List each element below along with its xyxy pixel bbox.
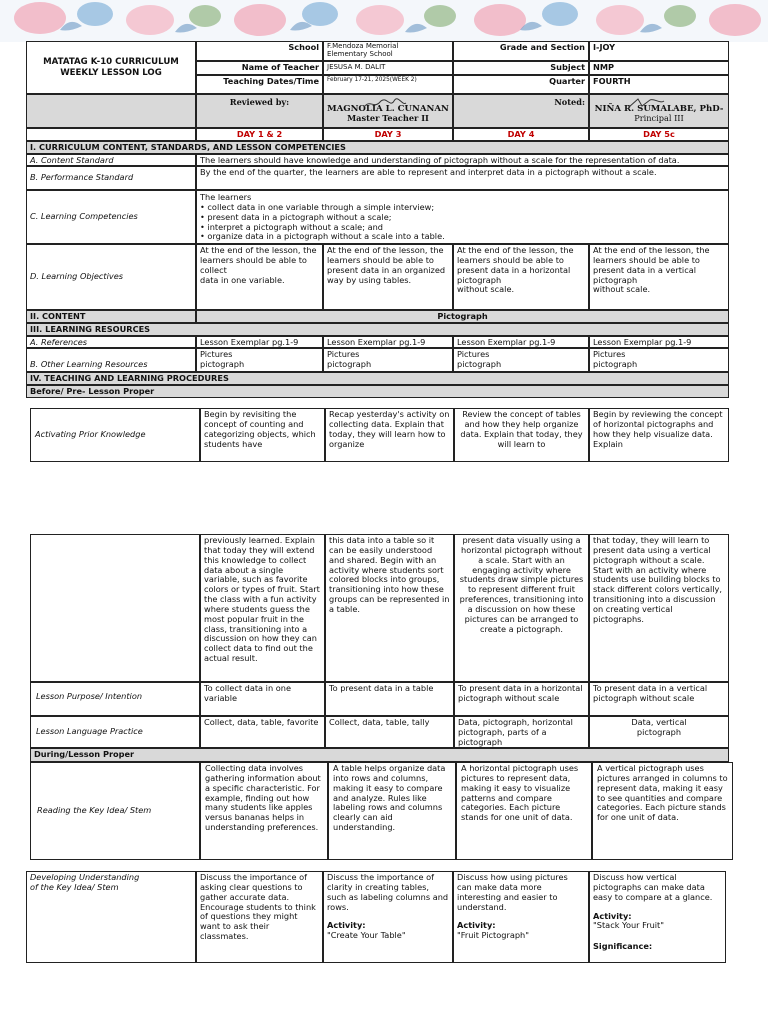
reviewer-title: Master Teacher II [347, 113, 429, 124]
content-value: Pictograph [196, 310, 729, 323]
during-lesson-header: During/Lesson Proper [30, 748, 729, 762]
noter-title: Principal III [634, 113, 684, 124]
noter-block [589, 94, 729, 128]
day-header-4: DAY 5c [589, 128, 729, 141]
before-lesson-header: Before/ Pre- Lesson Proper [26, 385, 729, 398]
other-resources-label: B. Other Learning Resources [26, 348, 196, 372]
objective-day-4: At the end of the lesson, the learners should be able to present data in a vertical pictograph without scale. [589, 244, 729, 310]
competencies-text: The learners • collect data in one variable through a simple interview; • present data in a pictograph without a scale; • interpret a pictograph without a scale; and • organize data in a pictograph without a scale into a table. [196, 190, 729, 244]
other-resource-day-3: Pictures pictograph [453, 348, 589, 372]
apk-bottom-day-4: that today, they will learn to present data using a vertical pictograph without a scale. Start with an activity where students use building blocks to stack different colors vertically, transitioning into a discussion on creating vertical pictographs. [589, 534, 729, 682]
school-label: School [196, 41, 323, 61]
key-idea-day-4: A vertical pictograph uses pictures arranged in columns to represent data, making it easy to see quantities and compare categories. Each picture stands for one unit of data. [592, 762, 733, 860]
dev-day-2-activity: "Create Your Table" [327, 930, 406, 941]
day-corner [26, 128, 196, 141]
grade-label: Grade and Section [453, 41, 589, 61]
apk-top-day-2: Recap yesterday's activity on collecting data. Explain that today, they will learn how to organize [325, 408, 454, 462]
dev-day-4-significance-label: Significance: [593, 941, 653, 952]
dev-day-2-activity-label: Activity: [327, 920, 366, 931]
dev-day-2 [323, 871, 453, 963]
section-procedures: IV. TEACHING AND LEARNING PROCEDURES [26, 372, 729, 385]
performance-standard-text: By the end of the quarter, the learners are able to represent and interpret data in a pictograph without a scale. [196, 166, 729, 190]
dates-label: Teaching Dates/Time [196, 75, 323, 94]
floral-banner [0, 0, 768, 42]
objective-day-1: At the end of the lesson, the learners should be able to collect data in one variable. [196, 244, 323, 310]
dev-day-4-activity-label: Activity: [593, 910, 632, 921]
purpose-day-3: To present data in a horizontal pictograph without scale [454, 682, 589, 716]
noter-signature-icon [626, 96, 666, 110]
key-idea-label: Reading the Key Idea/ Stem [30, 762, 200, 860]
subject-label: Subject [453, 61, 589, 75]
apk-bottom-day-2: this data into a table so it can be easily understood and shared. Begin with an activity where students sort colored blocks into groups, transitioning into how these groups can be represented in a table. [325, 534, 454, 682]
section-curriculum: I. CURRICULUM CONTENT, STANDARDS, AND LESSON COMPETENCIES [26, 141, 729, 154]
dev-day-3 [453, 871, 589, 963]
section-content: II. CONTENT [26, 310, 196, 323]
dev-day-1 [196, 871, 323, 963]
objectives-label: D. Learning Objectives [26, 244, 196, 310]
purpose-label: Lesson Purpose/ Intention [30, 682, 200, 716]
dev-day-2-text: Discuss the importance of clarity in creating tables, such as labeling columns and rows. [327, 872, 449, 912]
references-label: A. References [26, 336, 196, 348]
key-idea-day-3: A horizontal pictograph uses pictures to represent data, making it easy to visualize patterns and compare categories. Each picture stands for one unit of data. [456, 762, 592, 860]
language-day-3: Data, pictograph, horizontal pictograph, parts of a pictograph [454, 716, 589, 748]
performance-standard-label: B. Performance Standard [26, 166, 196, 190]
dev-day-3-activity: "Fruit Pictograph" [457, 930, 530, 941]
review-blank [26, 94, 196, 128]
apk-top-day-1: Begin by revisiting the concept of counting and categorizing objects, which students have [200, 408, 325, 462]
reference-day-3: Lesson Exemplar pg.1-9 [453, 336, 589, 348]
reviewer-name: MAGNOLIA L. CUNANAN [327, 104, 449, 114]
noter-name: NIÑA R. SUMALABE, PhD- [594, 104, 724, 114]
apk-bottom-day-3: present data visually using a horizontal pictograph without a scale. Start with an engaging activity where students draw simple pictures to represent different fruit preferences, transitioning into a discussion on how these pictures can be arranged to create a pictograph. [454, 534, 589, 682]
apk-label-continued [30, 534, 200, 682]
dev-day-3-activity-label: Activity: [457, 920, 496, 931]
language-day-4: Data, vertical pictograph [589, 716, 729, 748]
other-resource-day-2: Pictures pictograph [323, 348, 453, 372]
key-idea-day-2: A table helps organize data into rows and columns, making it easy to compare and analyze. Rules like labeling rows and columns clearly can aid understanding. [328, 762, 456, 860]
reviewer-block [323, 94, 453, 128]
teacher-label: Name of Teacher [196, 61, 323, 75]
reference-day-2: Lesson Exemplar pg.1-9 [323, 336, 453, 348]
purpose-day-2: To present data in a table [325, 682, 454, 716]
section-resources: III. LEARNING RESOURCES [26, 323, 729, 336]
dates-value: February 17-21, 2025(WEEK 2) [323, 75, 453, 94]
dev-day-3-text: Discuss how using pictures can make data more interesting and easier to understand. [457, 872, 568, 912]
other-resource-day-1: Pictures pictograph [196, 348, 323, 372]
reviewed-label: Reviewed by: [196, 94, 323, 128]
apk-top-day-4: Begin by reviewing the concept of horizontal pictographs and how they help visualize data. Explain [589, 408, 729, 462]
day-header-1: DAY 1 & 2 [196, 128, 323, 141]
competencies-label: C. Learning Competencies [26, 190, 196, 244]
language-day-2: Collect, data, table, tally [325, 716, 454, 748]
quarter-label: Quarter [453, 75, 589, 94]
reviewer-signature-icon [362, 97, 408, 111]
content-standard-text: The learners should have knowledge and understanding of pictograph without a scale for the representation of data. [196, 154, 729, 166]
apk-top-day-3: Review the concept of tables and how they help organize data. Explain that today, they will learn to [454, 408, 589, 462]
objective-day-3: At the end of the lesson, the learners should be able to present data in a horizontal pictograph without scale. [453, 244, 589, 310]
dev-day-4 [589, 871, 726, 963]
school-value: F.Mendoza Memorial Elementary School [323, 41, 453, 61]
quarter-value: FOURTH [589, 75, 729, 94]
dev-day-1-text: Discuss the importance of asking clear questions to gather accurate data. Encourage students to think of questions they might want to ask their classmates. [200, 872, 316, 942]
reference-day-1: Lesson Exemplar pg.1-9 [196, 336, 323, 348]
developing-understanding-label: Developing Understanding of the Key Idea/ Stem [26, 871, 196, 963]
day-header-3: DAY 4 [453, 128, 589, 141]
language-label: Lesson Language Practice [30, 716, 200, 748]
teacher-value: JESUSA M. DALIT [323, 61, 453, 75]
content-standard-label: A. Content Standard [26, 154, 196, 166]
purpose-day-1: To collect data in one variable [200, 682, 325, 716]
other-resource-day-4: Pictures pictograph [589, 348, 729, 372]
reference-day-4: Lesson Exemplar pg.1-9 [589, 336, 729, 348]
dev-day-4-text: Discuss how vertical pictographs can make data easy to compare at a glance. [593, 872, 713, 902]
purpose-day-4: To present data in a vertical pictograph without scale [589, 682, 729, 716]
day-header-2: DAY 3 [323, 128, 453, 141]
noted-label: Noted: [453, 94, 589, 128]
subject-value: NMP [589, 61, 729, 75]
log-title: MATATAG K-10 CURRICULUM WEEKLY LESSON LOG [26, 41, 196, 94]
language-day-1: Collect, data, table, favorite [200, 716, 325, 748]
grade-value: I-JOY [589, 41, 729, 61]
key-idea-day-1: Collecting data involves gathering information about a specific characteristic. For example, finding out how many students like apples versus bananas helps in understanding preferences. [200, 762, 328, 860]
apk-bottom-day-1: previously learned. Explain that today they will extend this knowledge to collect data about a single variable, such as favorite colors or types of fruit. Start the class with a fun activity where students guess the most popular fruit in the class, transitioning into a discussion on how they can collect data to find out the actual result. [200, 534, 325, 682]
dev-day-4-activity: "Stack Your Fruit" [593, 920, 665, 931]
objective-day-2: At the end of the lesson, the learners should be able to present data in an organized way by using tables. [323, 244, 453, 310]
apk-label: Activating Prior Knowledge [30, 408, 200, 462]
